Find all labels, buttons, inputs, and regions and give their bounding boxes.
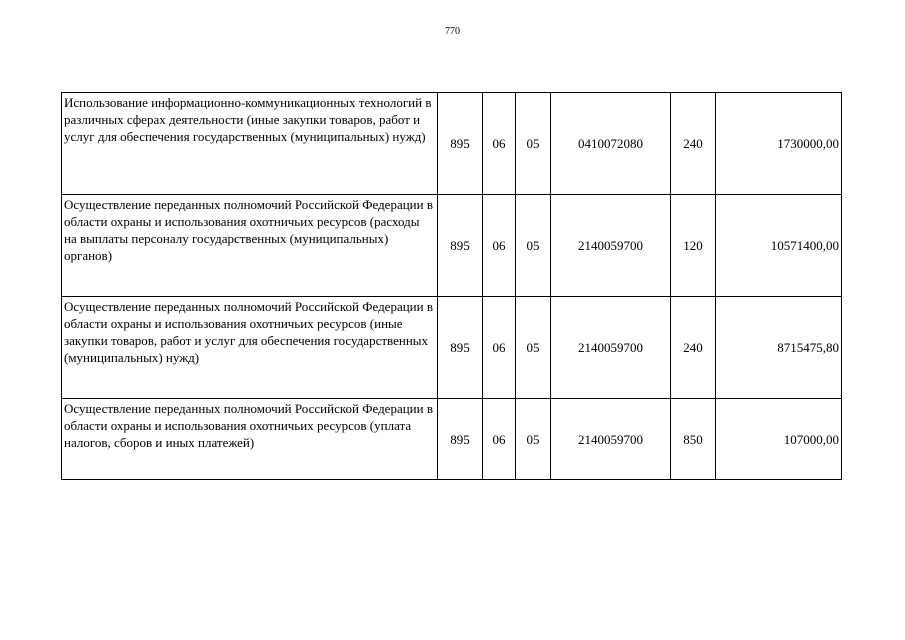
row-description: Использование информационно-коммуникационных технологий в различных сферах деятельности (иные закупки товаров, работ и услуг для обеспечения государственных (муниципальных) нужд)	[62, 93, 438, 195]
table-row	[62, 297, 842, 399]
target-article-code: 2140059700	[551, 399, 671, 480]
target-article-code: 2140059700	[551, 195, 671, 297]
target-article-code: 2140059700	[551, 297, 671, 399]
amount-value: 8715475,80	[716, 297, 842, 399]
subsection-code: 05	[516, 399, 551, 480]
row-description: Осуществление переданных полномочий Российской Федерации в области охраны и использования охотничьих ресурсов (уплата налогов, сборов и иных платежей)	[62, 399, 438, 480]
table-row	[62, 195, 842, 297]
amount-value: 107000,00	[716, 399, 842, 480]
expense-type-code: 120	[671, 195, 716, 297]
expense-type-code: 240	[671, 93, 716, 195]
ministry-code: 895	[438, 399, 483, 480]
ministry-code: 895	[438, 195, 483, 297]
ministry-code: 895	[438, 297, 483, 399]
expense-type-code: 850	[671, 399, 716, 480]
section-code: 06	[483, 195, 516, 297]
expense-type-code: 240	[671, 297, 716, 399]
page-number: 770	[445, 26, 460, 37]
section-code: 06	[483, 399, 516, 480]
subsection-code: 05	[516, 297, 551, 399]
row-description: Осуществление переданных полномочий Российской Федерации в области охраны и использования охотничьих ресурсов (иные закупки товаров, работ и услуг для обеспечения государственных (муниципальных) нужд)	[62, 297, 438, 399]
ministry-code: 895	[438, 93, 483, 195]
subsection-code: 05	[516, 93, 551, 195]
table-row	[62, 93, 842, 195]
target-article-code: 0410072080	[551, 93, 671, 195]
row-description: Осуществление переданных полномочий Российской Федерации в области охраны и использования охотничьих ресурсов (расходы на выплаты персоналу государственных (муниципальных) органов)	[62, 195, 438, 297]
section-code: 06	[483, 297, 516, 399]
amount-value: 10571400,00	[716, 195, 842, 297]
section-code: 06	[483, 93, 516, 195]
table-row	[62, 399, 842, 480]
amount-value: 1730000,00	[716, 93, 842, 195]
budget-table	[61, 92, 842, 480]
subsection-code: 05	[516, 195, 551, 297]
